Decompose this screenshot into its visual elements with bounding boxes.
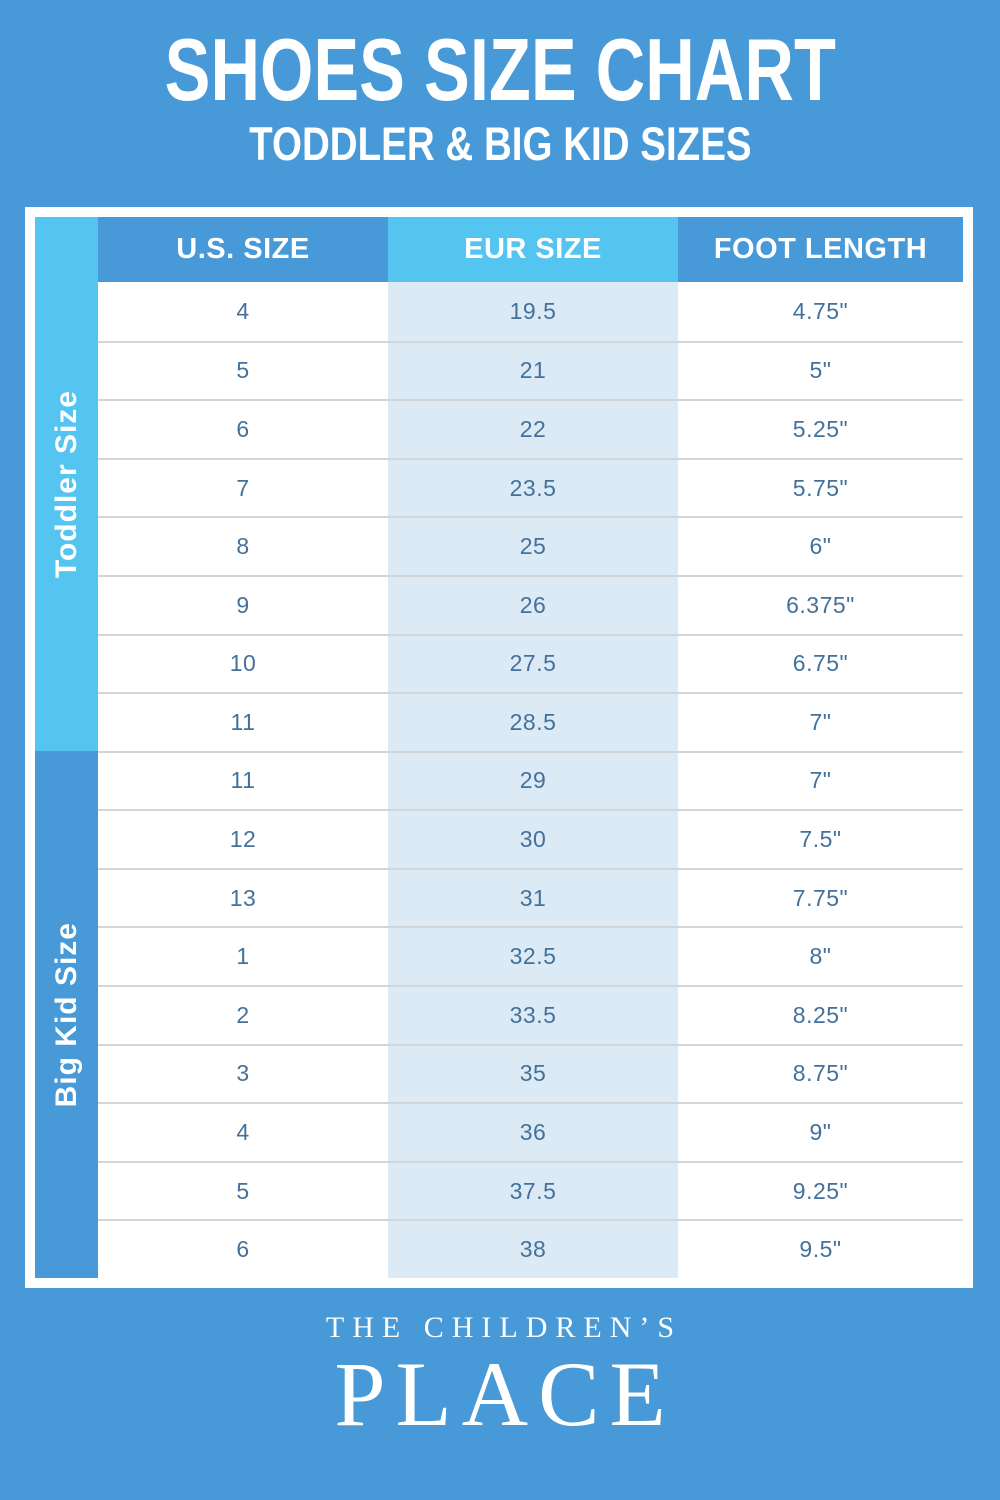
table-cell: 31 — [388, 868, 678, 927]
table-cell: 19.5 — [388, 282, 678, 341]
table-cell: 37.5 — [388, 1161, 678, 1220]
table-cell: 5.25" — [678, 399, 963, 458]
column-header-us-size: U.S. SIZE — [98, 217, 388, 282]
table-cell: 23.5 — [388, 458, 678, 517]
table-cell: 21 — [388, 341, 678, 400]
table-cell: 7 — [98, 458, 388, 517]
table-cell: 7" — [678, 692, 963, 751]
size-chart-table — [25, 207, 973, 1288]
page-subtitle-text: TODDLER & BIG KID SIZES — [248, 117, 752, 170]
table-cell: 9" — [678, 1102, 963, 1161]
table-cell: 33.5 — [388, 985, 678, 1044]
table-cell: 22 — [388, 399, 678, 458]
table-cell: 6 — [98, 399, 388, 458]
column-header-foot-length: FOOT LENGTH — [678, 217, 963, 282]
table-cell: 4.75" — [678, 282, 963, 341]
table-cell: 1 — [98, 926, 388, 985]
brand-name-bottom: PLACE — [334, 1343, 676, 1445]
table-cell: 9.5" — [678, 1219, 963, 1278]
table-cell: 7.75" — [678, 868, 963, 927]
table-cell: 6.75" — [678, 634, 963, 693]
table-cell: 7" — [678, 751, 963, 810]
table-cell: 6.375" — [678, 575, 963, 634]
table-cell: 6" — [678, 516, 963, 575]
page-subtitle — [0, 117, 1000, 170]
table-cell: 9 — [98, 575, 388, 634]
table-cell: 36 — [388, 1102, 678, 1161]
column-header-eur-size: EUR SIZE — [388, 217, 678, 282]
table-cell: 25 — [388, 516, 678, 575]
section-label-toddler — [35, 217, 98, 751]
table-cell: 11 — [98, 692, 388, 751]
table-cell: 26 — [388, 575, 678, 634]
size-chart-grid — [35, 217, 963, 1278]
page-title-text: SHOES SIZE CHART — [164, 20, 836, 119]
title-block — [0, 0, 1000, 170]
table-cell: 8 — [98, 516, 388, 575]
table-cell: 10 — [98, 634, 388, 693]
table-cell: 4 — [98, 282, 388, 341]
table-cell: 27.5 — [388, 634, 678, 693]
table-cell: 8" — [678, 926, 963, 985]
table-cell: 13 — [98, 868, 388, 927]
section-label-text: Big Kid Size — [49, 921, 83, 1108]
table-cell: 3 — [98, 1044, 388, 1103]
table-cell: 5 — [98, 341, 388, 400]
table-cell: 5 — [98, 1161, 388, 1220]
table-cell: 29 — [388, 751, 678, 810]
table-cell: 7.5" — [678, 809, 963, 868]
table-cell: 8.75" — [678, 1044, 963, 1103]
table-cell: 8.25" — [678, 985, 963, 1044]
table-cell: 9.25" — [678, 1161, 963, 1220]
table-cell: 5.75" — [678, 458, 963, 517]
table-cell: 5" — [678, 341, 963, 400]
brand-logo — [0, 1310, 1000, 1443]
section-label-text: Toddler Size — [49, 389, 83, 578]
section-label-big-kid — [35, 751, 98, 1278]
table-cell: 28.5 — [388, 692, 678, 751]
table-cell: 6 — [98, 1219, 388, 1278]
table-cell: 11 — [98, 751, 388, 810]
table-cell: 32.5 — [388, 926, 678, 985]
table-cell: 38 — [388, 1219, 678, 1278]
table-cell: 2 — [98, 985, 388, 1044]
table-cell: 30 — [388, 809, 678, 868]
table-cell: 4 — [98, 1102, 388, 1161]
table-cell: 35 — [388, 1044, 678, 1103]
brand-name-top: THE CHILDREN’S — [325, 1311, 683, 1344]
table-cell: 12 — [98, 809, 388, 868]
page-title — [0, 20, 1000, 119]
